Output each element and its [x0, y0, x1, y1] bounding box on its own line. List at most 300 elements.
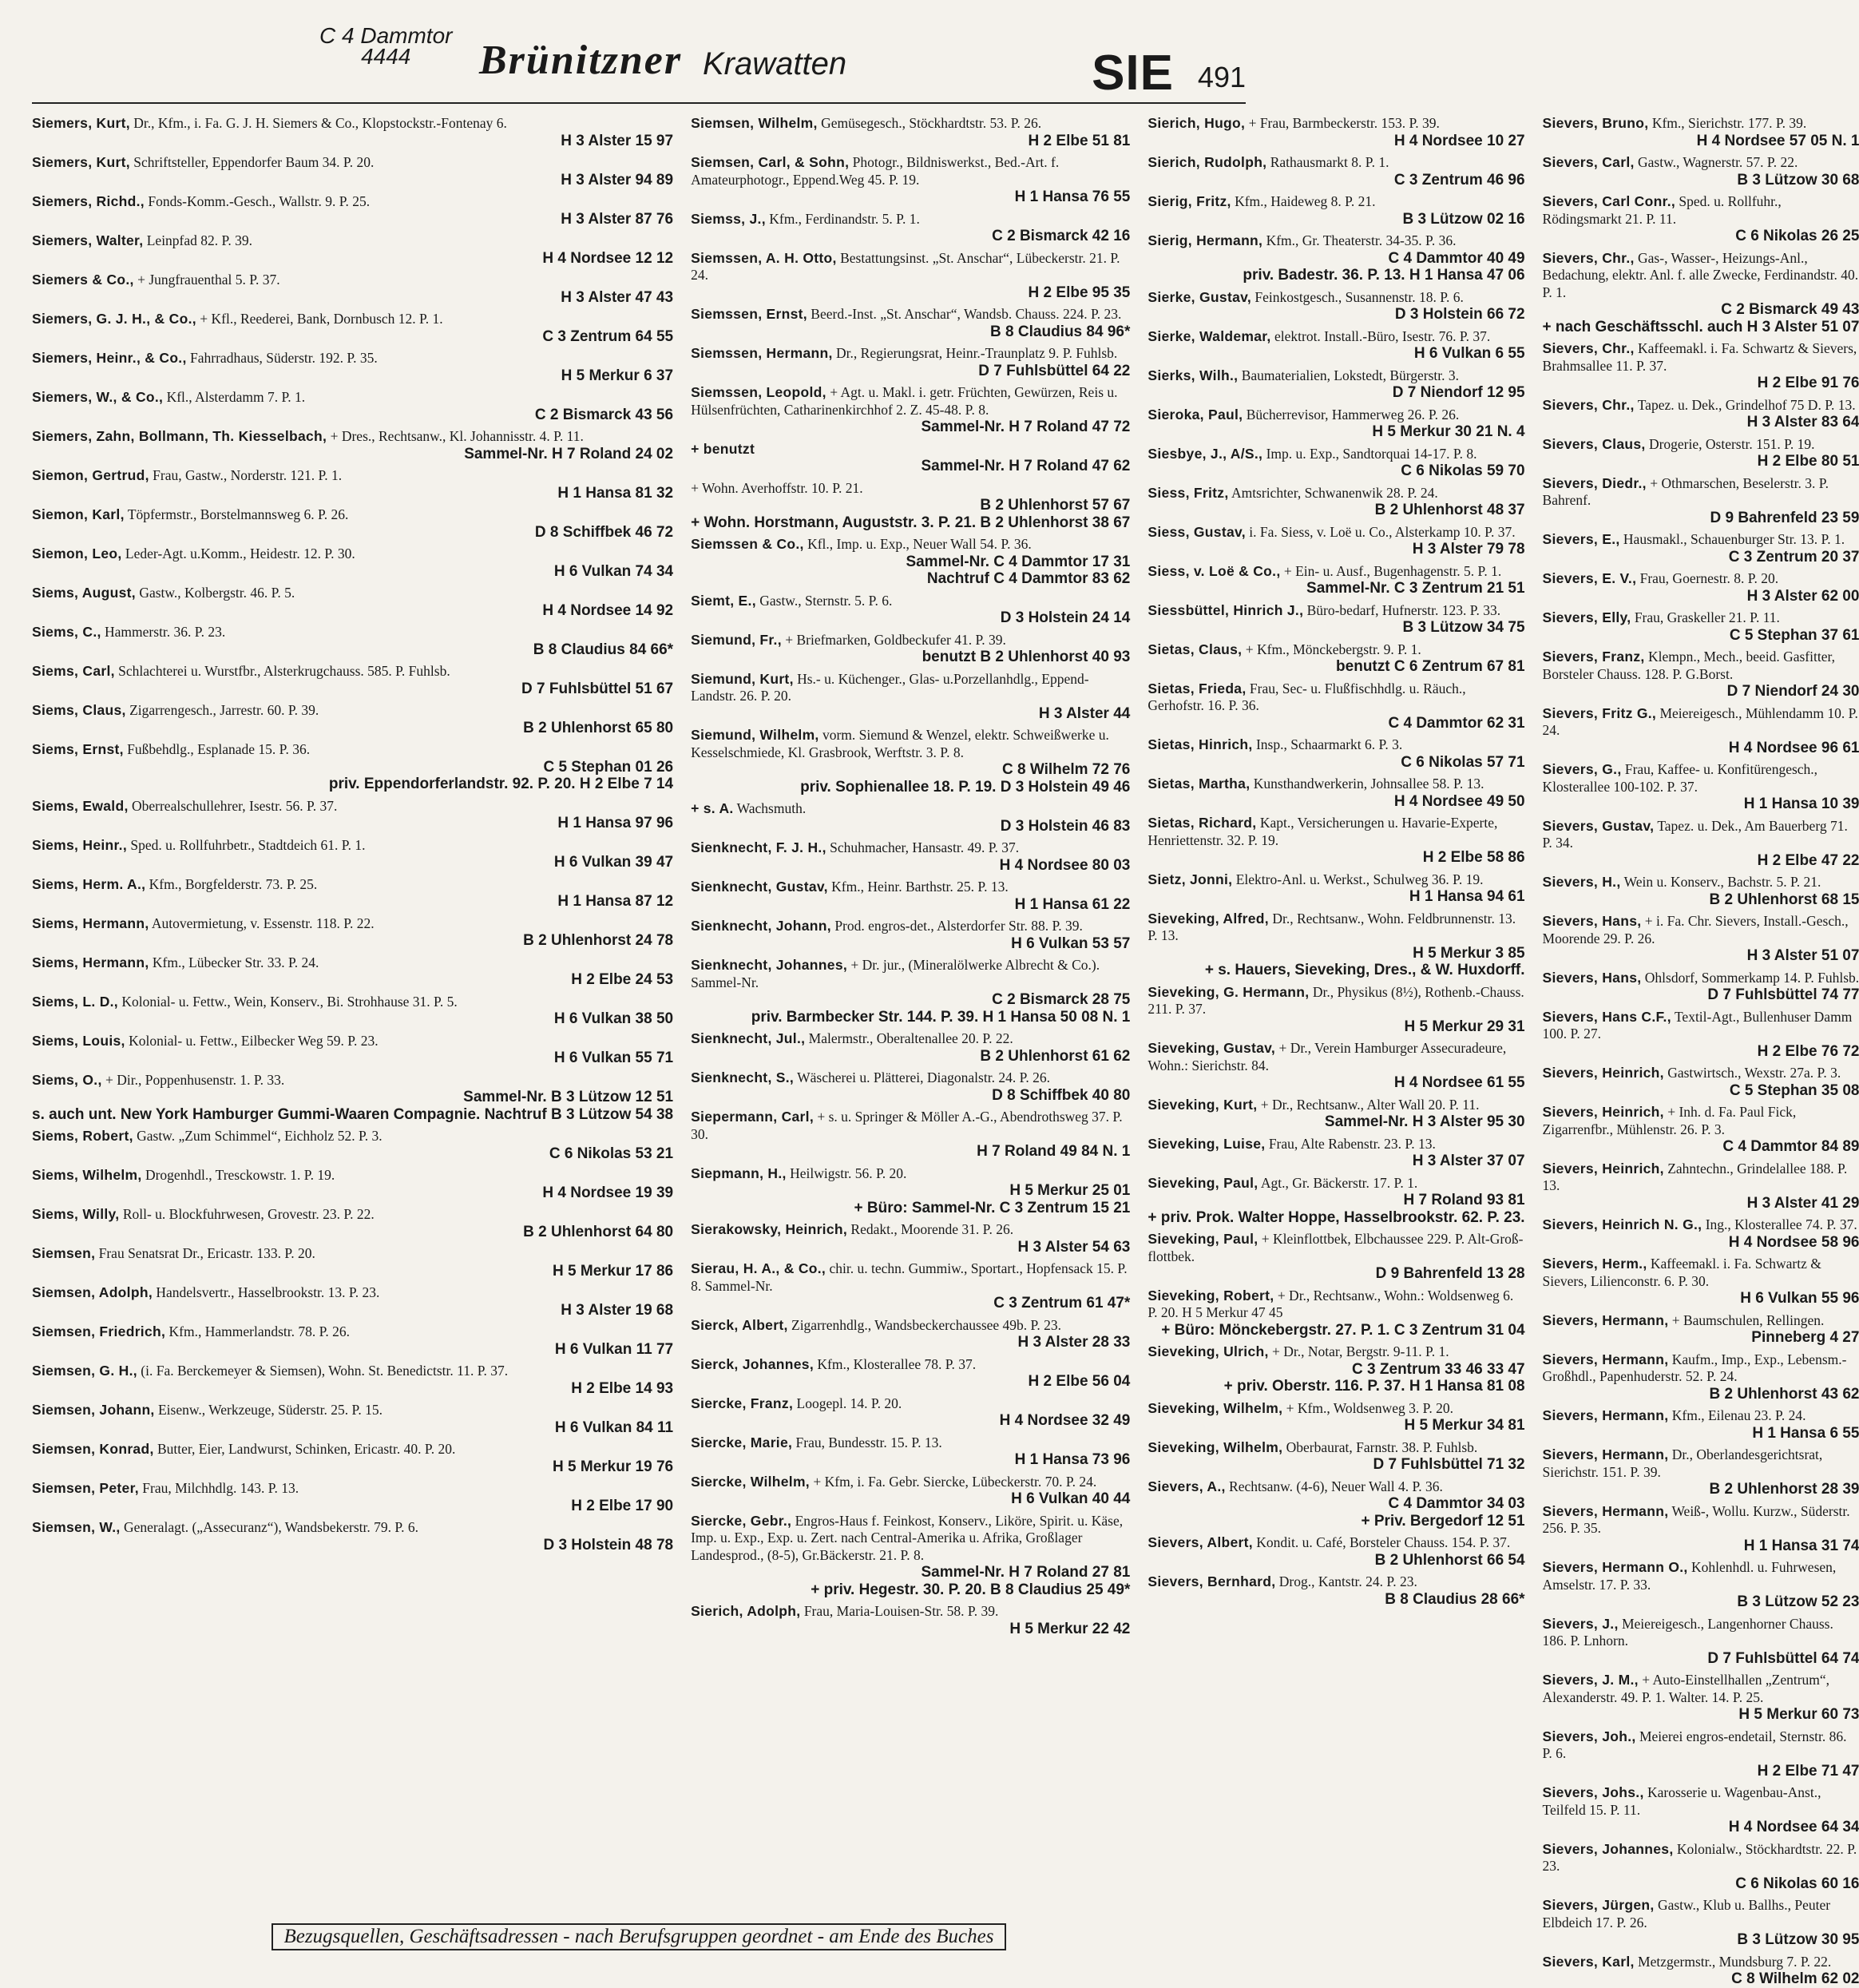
entry-phone: H 3 Alster 62 00	[1746, 587, 1859, 605]
entry-details: Fonds-Komm.-Gesch., Wallstr. 9. P. 25.	[148, 193, 371, 209]
directory-entry	[32, 272, 673, 306]
directory-entry	[1543, 436, 1859, 470]
directory-entry	[691, 115, 1130, 149]
entry-phone: H 1 Hansa 94 61	[1409, 888, 1525, 905]
entry-phone: H 1 Hansa 61 22	[1014, 895, 1131, 913]
directory-entry	[32, 1072, 673, 1124]
entry-name: Siemsen, Carl, & Sohn,	[691, 154, 850, 170]
entry-details: Rechtsanw. (4-6), Neuer Wall 4. P. 36.	[1229, 1478, 1443, 1494]
entry-details: Frau, Alte Rabenstr. 23. P. 13.	[1268, 1135, 1436, 1152]
entry-name: Siems, Robert,	[32, 1128, 133, 1144]
directory-entry	[1543, 570, 1859, 605]
directory-entry	[32, 624, 673, 658]
entry-details: + s. u. Springer & Möller A.-G., Abendrothsweg 37. P. 30.	[691, 1109, 1123, 1142]
entry-name: Sierig, Hermann,	[1148, 232, 1263, 248]
entry-phone: H 1 Hansa 97 96	[557, 815, 674, 831]
directory-entry	[1148, 736, 1524, 771]
entry-details: Roll- u. Blockfuhrwesen, Grovestr. 23. P. 22.	[122, 1206, 375, 1222]
entry-details: Kfm., Heinr. Barthstr. 25. P. 13.	[831, 879, 1009, 895]
entry-details: Gemüsegesch., Stöckhardtstr. 53. P. 26.	[821, 115, 1042, 131]
directory-entry	[1543, 531, 1859, 565]
entry-phone: C 3 Zentrum 64 55	[542, 327, 674, 345]
entry-details: Loogepl. 14. P. 20.	[796, 1395, 902, 1411]
entry-phone: B 8 Claudius 84 66*	[533, 641, 674, 658]
entry-phone-secondary: + priv. Hegestr. 30. P. 20. B 8 Claudius 25 49*	[811, 1581, 1131, 1598]
entry-details: Schriftsteller, Eppendorfer Baum 34. P. 20.	[133, 154, 375, 170]
directory-entry	[1148, 193, 1524, 228]
entry-details: Amtsrichter, Schwanenwik 28. P. 24.	[1231, 484, 1438, 501]
entry-phone: H 3 Alster 37 07	[1412, 1153, 1525, 1169]
entry-details: + Othmarschen, Beselerstr. 3. P. Bahrenf.	[1542, 474, 1829, 508]
directory-entry	[1543, 1954, 1859, 1988]
directory-entry	[32, 876, 673, 911]
entry-name: Sieveking, Alfred,	[1148, 910, 1269, 927]
entry-phone: D 8 Schiffbek 40 80	[992, 1086, 1131, 1104]
directory-entry	[1148, 1175, 1524, 1227]
entry-phone: H 6 Vulkan 38 50	[553, 1010, 674, 1027]
entry-name: Siess, Fritz,	[1148, 484, 1229, 501]
entry-details: Ing., Klosterallee 74. P. 37.	[1705, 1216, 1857, 1232]
directory-entry	[32, 506, 673, 541]
entry-name: Sievers, H.,	[1542, 874, 1621, 890]
entry-details: Kolonialw., Stöckhardtstr. 22. P. 23.	[1542, 1840, 1857, 1874]
entry-name: Sierks, Wilh.,	[1148, 367, 1239, 383]
entry-phone: C 4 Dammtor 40 49	[1388, 249, 1525, 267]
entry-phone: C 4 Dammtor 34 03	[1388, 1495, 1525, 1512]
entry-details: Butter, Eier, Landwurst, Schinken, Ericastr. 40. P. 20.	[157, 1441, 456, 1457]
entry-phone: H 3 Alster 47 43	[561, 288, 674, 306]
entry-name: Sievers, Hermann O.,	[1542, 1559, 1688, 1575]
directory-entry	[691, 384, 1130, 436]
directory-entry	[691, 1317, 1130, 1351]
entry-details: Weiß-, Wollu. Kurzw., Süderstr. 256. P. 35.	[1542, 1502, 1850, 1536]
directory-entry	[32, 1284, 673, 1319]
entry-details: Gastw. „Zum Schimmel“, Eichholz 52. P. 3.	[137, 1128, 383, 1144]
entry-phone: C 5 Stephan 37 61	[1729, 626, 1859, 644]
directory-entry	[1543, 115, 1859, 149]
entry-phone: H 5 Merkur 30 21 N. 4	[1372, 423, 1525, 440]
entry-name: Siemssen, Ernst,	[691, 306, 807, 322]
entry-phone: H 2 Elbe 91 76	[1757, 375, 1859, 391]
entry-name: Sienknecht, Gustav,	[691, 879, 828, 895]
entry-name: Siemsen, G. H.,	[32, 1363, 137, 1379]
directory-entry	[691, 1513, 1130, 1599]
entry-name: Sierau, H. A., & Co.,	[691, 1260, 826, 1276]
entry-phone: H 2 Elbe 51 81	[1028, 132, 1131, 149]
entry-details: Metzgermstr., Mundsburg 7. P. 22.	[1638, 1953, 1832, 1970]
entry-phone-secondary: + priv. Prok. Walter Hoppe, Hasselbrookstr. 62. P. 23.	[1148, 1208, 1525, 1226]
directory-entry	[1543, 1009, 1859, 1061]
entry-name: Sienknecht, F. J. H.,	[691, 839, 826, 855]
entry-name: Sietas, Martha,	[1148, 776, 1251, 792]
entry-name: Sievers, Fritz G.,	[1542, 704, 1657, 721]
entry-details: Zigarrengesch., Jarrestr. 60. P. 39.	[129, 702, 319, 718]
entry-phone: D 7 Fuhlsbüttel 64 74	[1707, 1649, 1859, 1667]
entry-name: Sievers, E.,	[1542, 531, 1620, 547]
entry-name: Sievers, Heinrich,	[1542, 1160, 1664, 1177]
entry-phone: C 3 Zentrum 61 47*	[993, 1295, 1131, 1311]
directory-entry	[691, 1165, 1130, 1217]
entry-phone: B 3 Lützow 34 75	[1402, 619, 1525, 636]
entry-details: Gastw., Klub u. Ballhs., Peuter Elbdeich 17. P. 26.	[1542, 1897, 1831, 1930]
entry-phone: H 1 Hansa 6 55	[1752, 1424, 1859, 1442]
entry-phone: C 2 Bismarck 43 56	[534, 406, 674, 423]
entry-details: Kfm., Haideweg 8. P. 21.	[1235, 193, 1376, 209]
entry-name: Sievers, Johs.,	[1542, 1784, 1644, 1800]
entry-details: Karosserie u. Wagenbau-Anst., Teilfeld 15. P. 11.	[1542, 1784, 1821, 1818]
entry-details: Wäscherei u. Plätterei, Diagonalstr. 24. P. 26.	[797, 1069, 1050, 1085]
entry-details: + Dr. jur., (Mineralölwerke Albrecht & Co.). Sammel-Nr.	[691, 957, 1100, 990]
entry-name: Siemund, Kurt,	[691, 670, 794, 687]
directory-entry	[32, 311, 673, 345]
entry-phone: H 4 Nordsee 57 05 N. 1	[1696, 132, 1859, 149]
entry-name: Sievers, Elly,	[1542, 609, 1631, 625]
entry-phone: B 2 Uhlenhorst 66 54	[1374, 1551, 1525, 1569]
entry-name: Sieveking, Wilhelm,	[1148, 1438, 1283, 1455]
directory-entry	[1148, 1400, 1524, 1434]
entry-phone: Sammel-Nr. B 3 Lützow 12 51	[463, 1089, 674, 1105]
entry-phone: H 2 Elbe 24 53	[571, 971, 674, 988]
directory-entry	[1148, 1136, 1524, 1170]
entry-details: Feinkostgesch., Susannenstr. 18. P. 6.	[1255, 288, 1464, 305]
directory-entry	[691, 211, 1130, 245]
entry-name: Sievers, G.,	[1542, 761, 1622, 777]
entry-phone-secondary: Nachtruf C 4 Dammtor 83 62	[926, 570, 1131, 587]
entry-phone: B 3 Lützow 30 68	[1737, 171, 1859, 188]
entry-phone: D 3 Holstein 46 83	[1000, 817, 1131, 835]
directory-entry	[32, 1480, 673, 1514]
entry-phone: B 2 Uhlenhorst 64 80	[523, 1223, 674, 1240]
entry-phone: B 8 Claudius 28 66*	[1385, 1590, 1525, 1608]
entry-phone: C 8 Wilhelm 72 76	[1002, 761, 1131, 778]
entry-name: Siems, Ewald,	[32, 797, 129, 814]
entry-details: + Dr., Verein Hamburger Assecuradeure, Wohn.: Sierichstr. 84.	[1148, 1040, 1507, 1073]
entry-details: Kfl., Alsterdamm 7. P. 1.	[166, 389, 306, 405]
entry-name: Siemers, G. J. H., & Co.,	[32, 311, 196, 327]
directory-entry	[1148, 446, 1524, 480]
entry-details: Kfm., Klosterallee 78. P. 37.	[817, 1355, 977, 1372]
entry-details: + Agt. u. Makl. i. getr. Früchten, Gewürzen, Reis u. Hülsenfrüchten, Catharinenkirchhof 2. Z. 45-48. P. 8.	[691, 384, 1118, 418]
entry-details: Gastw., Sternstr. 5. P. 6.	[759, 592, 893, 609]
entry-name: Sievers, Johannes,	[1542, 1840, 1674, 1857]
directory-entry	[691, 593, 1130, 627]
entry-details: Dr., Rechtsanw., Wohn. Feldbrunnenstr. 13. P. 13.	[1148, 910, 1516, 943]
directory-entry	[691, 306, 1130, 340]
entry-phone: H 1 Hansa 31 74	[1743, 1537, 1859, 1554]
entry-name: Sievers, Heinrich,	[1542, 1065, 1664, 1081]
entry-details: Kaufm., Imp., Exp., Lebensm.-Großhdl., Papenhuderstr. 52. P. 24.	[1542, 1351, 1847, 1384]
entry-phone: H 4 Nordsee 61 55	[1393, 1074, 1525, 1091]
directory-entry	[1543, 1065, 1859, 1099]
entry-details: Textil-Agt., Bullenhuser Damm 100. P. 27.	[1542, 1008, 1853, 1042]
entry-details: + Jungfrauenthal 5. P. 37.	[137, 272, 280, 288]
directory-entry	[1543, 913, 1859, 965]
directory-entry	[1543, 1407, 1859, 1442]
directory-entry	[1148, 776, 1524, 810]
entry-phone: C 3 Zentrum 46 96	[1393, 171, 1525, 188]
directory-entry	[691, 632, 1130, 666]
entry-phone: H 6 Vulkan 55 71	[553, 1050, 674, 1066]
entry-details: Kohlenhdl. u. Fuhrwesen, Amselstr. 17. P. 33.	[1542, 1559, 1837, 1593]
directory-entry	[691, 250, 1130, 302]
entry-name: Sierck, Albert,	[691, 1316, 788, 1333]
entry-phone: H 5 Merkur 17 86	[553, 1262, 674, 1280]
entry-details: Gastw., Wagnerstr. 57. P. 22.	[1638, 154, 1798, 170]
entry-phone: H 2 Elbe 14 93	[571, 1379, 674, 1397]
directory-entry	[1543, 1897, 1859, 1949]
entry-details: Frau, Gastw., Norderstr. 121. P. 1.	[153, 467, 343, 483]
entry-details: vorm. Siemund & Wenzel, elektr. Schweißwerke u. Kesselschmiede, Kl. Grasbrook, Werftstr. 3. P. 8.	[691, 727, 1109, 760]
directory-entry	[691, 1395, 1130, 1430]
entry-name: Siems, O.,	[32, 1071, 102, 1088]
entry-name: Sievers, Hermann,	[1542, 1446, 1669, 1462]
entry-name: Sievers, Herm.,	[1542, 1256, 1647, 1272]
entry-details: Malermstr., Oberaltenallee 20. P. 22.	[808, 1030, 1013, 1046]
directory-entry	[691, 1109, 1130, 1161]
directory-entry	[1543, 761, 1859, 813]
entry-details: Bücherrevisor, Hammerweg 26. P. 26.	[1246, 406, 1460, 423]
entry-name: Sievers, Karl,	[1542, 1953, 1635, 1970]
directory-entry	[1148, 681, 1524, 732]
directory-entry	[691, 1260, 1130, 1312]
entry-phone: H 1 Hansa 76 55	[1014, 188, 1131, 205]
entry-name: Sietas, Hinrich,	[1148, 736, 1253, 752]
entry-name: Sievers, Franz,	[1542, 649, 1645, 665]
entry-phone: C 8 Wilhelm 62 02	[1731, 1970, 1859, 1987]
page-index-letters: SIE	[1092, 46, 1174, 101]
entry-details: Kfm., Ferdinandstr. 5. P. 1.	[769, 210, 920, 227]
entry-name: Siemers, Richd.,	[32, 193, 145, 209]
entry-details: Kfm., Eilenau 23. P. 24.	[1671, 1407, 1806, 1423]
directory-entry	[1148, 641, 1524, 676]
entry-name: Siemers, Kurt,	[32, 115, 130, 131]
advert-address	[319, 23, 453, 69]
entry-phone: C 3 Zentrum 20 37	[1728, 548, 1859, 565]
entry-name: Siemsen, Konrad,	[32, 1441, 154, 1457]
entry-name: Sievers, Heinrich,	[1542, 1104, 1664, 1120]
entry-details: Schuhmacher, Hansastr. 49. P. 37.	[830, 839, 1020, 855]
entry-phone: Sammel-Nr. H 7 Roland 24 02	[464, 445, 674, 462]
directory-entry	[32, 115, 673, 149]
entry-phone: D 7 Fuhlsbüttel 64 22	[978, 362, 1131, 379]
entry-details: Rathausmarkt 8. P. 1.	[1270, 154, 1389, 170]
entry-name: Siemss, J.,	[691, 210, 766, 227]
directory-entry	[1543, 475, 1859, 527]
entry-name: Sietas, Richard,	[1148, 815, 1257, 831]
directory-entry	[691, 918, 1130, 952]
entry-details: + i. Fa. Chr. Sievers, Install.-Gesch., Moorende 29. P. 26.	[1542, 913, 1849, 946]
column-3	[1148, 115, 1524, 1872]
entry-details: Dr., Regierungsrat, Heinr.-Traunplatz 9. P. Fuhlsb.	[836, 345, 1118, 361]
entry-phone: C 6 Nikolas 57 71	[1401, 753, 1525, 771]
entry-details: Fahrradhaus, Süderstr. 192. P. 35.	[190, 350, 378, 366]
entry-details: Kaffeemakl. i. Fa. Schwartz & Sievers, Brahmsallee 11. P. 37.	[1542, 340, 1857, 374]
entry-name: Sienknecht, S.,	[691, 1069, 795, 1085]
directory-entry	[691, 441, 1130, 475]
entry-phone: D 7 Fuhlsbüttel 51 67	[521, 680, 674, 697]
entry-details: Imp. u. Exp., Sandtorquai 14-17. P. 8.	[1266, 445, 1477, 462]
directory-entry	[32, 837, 673, 871]
entry-details: Kaffeemakl. i. Fa. Schwartz & Sievers, Lilienconstr. 6. P. 30.	[1542, 1256, 1821, 1289]
entry-phone: C 4 Dammtor 62 31	[1388, 714, 1525, 732]
entry-details: Beerd.-Inst. „St. Anschar“, Wandsb. Chauss. 224. P. 23.	[811, 306, 1122, 322]
entry-name: Siems, Carl,	[32, 663, 115, 679]
entry-details: + Dres., Rechtsanw., Kl. Johannisstr. 4. P. 11.	[330, 428, 584, 444]
directory-entry	[1543, 397, 1859, 431]
entry-phone: H 2 Elbe 17 90	[571, 1497, 674, 1514]
directory-entry	[32, 467, 673, 502]
entry-phone: H 6 Vulkan 40 44	[1011, 1490, 1131, 1507]
entry-name: Sievers, Hans C.F.,	[1542, 1008, 1671, 1025]
entry-details: Autovermietung, v. Essenstr. 118. P. 22.	[151, 915, 375, 931]
entry-details: Agt., Gr. Bäckerstr. 17. P. 1.	[1260, 1174, 1418, 1191]
entry-details: Hausmakl., Schauenburger Str. 13. P. 1.	[1623, 531, 1845, 547]
entry-details: Töpfermstr., Borstelmannsweg 6. P. 26.	[127, 506, 349, 522]
directory-entry	[1543, 1351, 1859, 1403]
entry-details: Sped. u. Rollfuhrbetr., Stadtdeich 61. P. 1.	[130, 836, 366, 853]
entry-phone: H 4 Nordsee 49 50	[1393, 792, 1525, 810]
entry-details: Prod. engros-det., Alsterdorfer Str. 88. P. 39.	[834, 918, 1083, 934]
entry-phone: H 6 Vulkan 55 96	[1740, 1290, 1859, 1307]
entry-name: Siemsen, W.,	[32, 1519, 121, 1535]
entry-name: Sievers, Carl,	[1542, 154, 1635, 170]
directory-entry	[1148, 524, 1524, 558]
entry-name: Sienknecht, Johann,	[691, 918, 831, 934]
entry-phone-secondary: priv. Sophienallee 18. P. 19. D 3 Holstein 49 46	[800, 778, 1131, 796]
entry-name: + benutzt	[691, 440, 755, 457]
entry-phone: Sammel-Nr. H 7 Roland 47 72	[921, 419, 1131, 435]
entry-name: Siemers, Zahn, Bollmann, Th. Kiesselbach,	[32, 428, 327, 444]
entry-details: i. Fa. Siess, v. Loë u. Co., Alsterkamp 10. P. 37.	[1249, 523, 1516, 540]
page-number: 491	[1197, 61, 1246, 93]
entry-phone: D 3 Holstein 66 72	[1394, 306, 1525, 323]
entry-phone: C 6 Nikolas 26 25	[1735, 228, 1859, 244]
directory-entry	[1148, 1231, 1524, 1283]
entry-details: Drog., Kantstr. 24. P. 23.	[1278, 1573, 1417, 1589]
entry-phone: B 2 Uhlenhorst 48 37	[1374, 502, 1525, 518]
entry-phone: H 1 Hansa 81 32	[557, 484, 674, 502]
directory-entry	[32, 1363, 673, 1397]
entry-name: Sieveking, Luise,	[1148, 1135, 1266, 1152]
entry-phone: B 2 Uhlenhorst 68 15	[1709, 891, 1859, 908]
entry-name: Sieveking, Paul,	[1148, 1174, 1258, 1191]
entry-name: Siemsen, Peter,	[32, 1480, 139, 1496]
entry-phone: H 2 Elbe 56 04	[1028, 1373, 1131, 1390]
entry-phone: H 3 Alster 83 64	[1746, 414, 1859, 431]
entry-name: Sievers, Diedr.,	[1542, 474, 1647, 491]
entry-name: Sievers, Jürgen,	[1542, 1897, 1655, 1913]
directory-entry	[1543, 1728, 1859, 1780]
entry-name: Siess, v. Loë & Co.,	[1148, 562, 1281, 579]
directory-entry	[1148, 602, 1524, 637]
entry-phone: H 5 Merkur 34 81	[1404, 1417, 1525, 1434]
entry-details: Handelsvertr., Hasselbrookstr. 13. P. 23.	[156, 1284, 380, 1300]
entry-phone: H 2 Elbe 47 22	[1757, 851, 1859, 869]
directory-entry	[32, 154, 673, 188]
entry-details: Photogr., Bildniswerkst., Bed.-Art. f. Amateurphotogr., Eppend.Weg 45. P. 19.	[691, 154, 1060, 188]
entry-name: Sietas, Claus,	[1148, 641, 1243, 657]
directory-entry	[1148, 563, 1524, 597]
directory-entry	[1148, 1097, 1524, 1131]
entry-name: Sierke, Gustav,	[1148, 288, 1252, 305]
entry-name: Siems, Herm. A.,	[32, 875, 146, 892]
directory-entry	[1148, 1573, 1524, 1608]
entry-phone: B 2 Uhlenhorst 65 80	[523, 719, 674, 736]
entry-details: + Dir., Poppenhusenstr. 1. P. 33.	[105, 1071, 285, 1088]
entry-details: (i. Fa. Berckemeyer & Siemsen), Wohn. St. Benedictstr. 11. P. 37.	[141, 1363, 509, 1379]
directory-entry	[1543, 1446, 1859, 1498]
directory-entry	[32, 702, 673, 736]
entry-phone: B 3 Lützow 52 23	[1737, 1593, 1859, 1610]
directory-entry	[1543, 649, 1859, 700]
entry-details: Frau, Graskeller 21. P. 11.	[1634, 609, 1780, 625]
entry-name: Siems, C.,	[32, 624, 101, 640]
entry-details: Frau Senatsrat Dr., Ericastr. 133. P. 20.	[98, 1245, 315, 1261]
entry-name: Sievers, Heinrich N. G.,	[1542, 1216, 1702, 1232]
directory-entry	[691, 671, 1130, 723]
entry-details: Kolonial- u. Fettw., Eilbecker Weg 59. P. 23.	[129, 1032, 379, 1049]
entry-phone: benutzt B 2 Uhlenhorst 40 93	[922, 649, 1131, 665]
entry-name: Siems, Hermann,	[32, 915, 149, 931]
entry-name: Siemssen, A. H. Otto,	[691, 249, 837, 266]
entry-name: Sievers, Carl Conr.,	[1542, 193, 1676, 209]
entry-details: Sped. u. Rollfuhr., Rödingsmarkt 21. P. 11.	[1542, 193, 1782, 227]
directory-entry	[32, 389, 673, 423]
directory-entry	[1543, 154, 1859, 188]
entry-phone: B 2 Uhlenhorst 24 78	[523, 932, 674, 949]
entry-phone-secondary: priv. Badestr. 36. P. 13. H 1 Hansa 47 06	[1243, 267, 1525, 284]
directory-entry	[1543, 340, 1859, 392]
directory-entry	[1543, 1841, 1859, 1893]
directory-entry	[1543, 1559, 1859, 1611]
entry-name: + s. A.	[691, 800, 734, 816]
entry-details: Wachsmuth.	[736, 800, 807, 816]
entry-name: Siemssen, Hermann,	[691, 345, 833, 361]
directory-entry	[32, 798, 673, 832]
directory-entry	[1543, 1784, 1859, 1836]
directory-entry	[691, 480, 1130, 532]
entry-phone: H 2 Elbe 71 47	[1757, 1762, 1859, 1780]
directory-entry	[1543, 1672, 1859, 1724]
entry-phone: H 5 Merkur 6 37	[561, 367, 674, 384]
entry-name: Siemsen, Adolph,	[32, 1284, 153, 1300]
entry-name: Siems, Heinr.,	[32, 836, 127, 853]
entry-details: Tapez. u. Dek., Grindelhof 75 D. P. 13.	[1637, 396, 1856, 413]
entry-phone: C 6 Nikolas 59 70	[1401, 462, 1525, 479]
directory-entry	[32, 1323, 673, 1358]
entry-name: Siems, August,	[32, 585, 136, 601]
entry-name: Sierich, Hugo,	[1148, 115, 1246, 131]
entry-details: Kondit. u. Café, Borsteler Chauss. 154. P. 37.	[1256, 1534, 1511, 1550]
entry-name: Siemsen, Wilhelm,	[691, 115, 818, 131]
entry-phone: H 7 Roland 49 84 N. 1	[977, 1143, 1131, 1160]
entry-phone-secondary: + Priv. Bergedorf 12 51	[1361, 1512, 1525, 1530]
entry-details: Gastw., Kolbergstr. 46. P. 5.	[139, 585, 295, 601]
entry-name: Siercke, Marie,	[691, 1434, 793, 1450]
entry-details: Hs.- u. Küchenger., Glas- u.Porzellanhdlg., Eppend-Landstr. 26. P. 20.	[691, 670, 1089, 704]
directory-entry	[32, 994, 673, 1028]
entry-name: Sievers, J. M.,	[1542, 1672, 1639, 1688]
entry-name: Sievers, Chr.,	[1542, 249, 1635, 266]
directory-entry	[691, 1069, 1130, 1104]
directory-entry	[1148, 1288, 1524, 1339]
entry-name: Sietas, Frieda,	[1148, 680, 1247, 696]
directory-entry	[1148, 485, 1524, 519]
entry-details: Engros-Haus f. Feinkost, Konserv., Liköre, Spirit. u. Käse, Imp. u. Exp., Exp. u. Zert. nach Central-Amerika u. Afrika, Großlager Landesprod., (8-5), Gr.Bäckerstr. 21. P. 8.	[691, 1512, 1124, 1563]
entry-phone: Sammel-Nr. H 7 Roland 47 62	[921, 458, 1131, 474]
entry-phone: B 2 Uhlenhorst 61 62	[980, 1047, 1131, 1065]
entry-details: chir. u. techn. Gummiw., Sportart., Hopfensack 15. P. 8. Sammel-Nr.	[691, 1260, 1128, 1294]
